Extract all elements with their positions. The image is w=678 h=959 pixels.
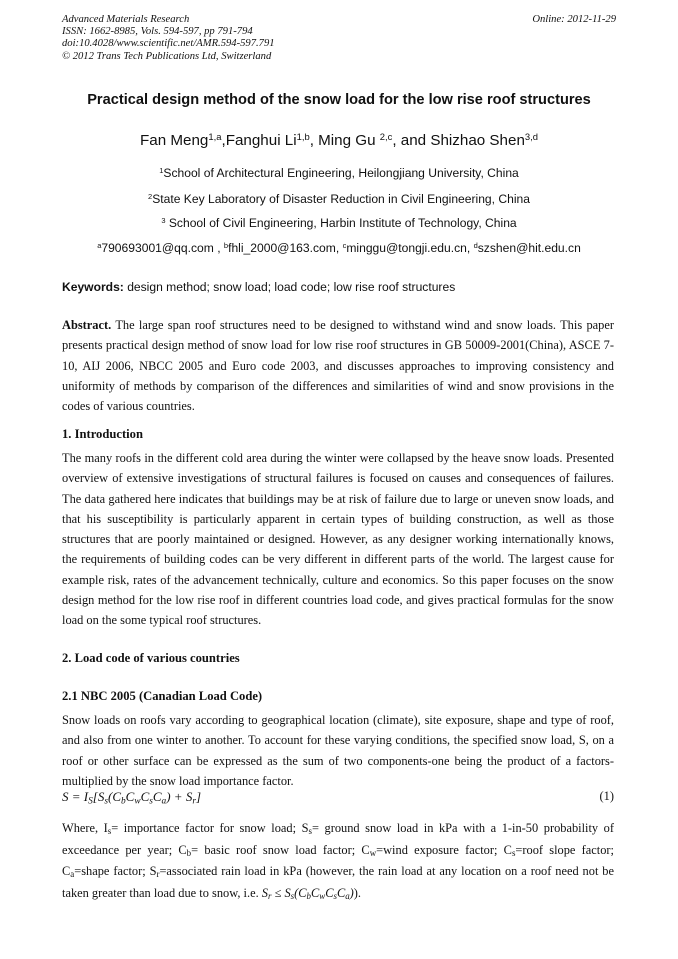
paper-title: Practical design method of the snow load for the low rise roof structures: [87, 92, 591, 108]
author-list: [0, 132, 678, 149]
where-sub: b: [186, 847, 192, 858]
where-paragraph: [62, 818, 614, 904]
equation-number: (1): [599, 789, 614, 803]
affiliation-sup: 2: [148, 191, 153, 201]
where-text: ).: [353, 885, 362, 900]
online-date: Online: 2012-11-29: [532, 14, 616, 25]
author-name: Fan Meng: [140, 132, 209, 149]
nbc-paragraph: Snow loads on roofs vary according to geographical location (climate), site exposure, shape and type of roof, and also from one winter to another. To account for these varying conditions, the specified snow load, S, on a roof or other surface can be expressed as the sum of two components-one being the product of a factors- multiplied by the snow load importance factor.: [62, 713, 614, 788]
keywords: [62, 280, 455, 294]
where-sub: s: [308, 826, 312, 837]
author-sup: 1,b: [296, 130, 310, 142]
abstract-label: Abstract.: [62, 318, 112, 332]
email-link[interactable]: fhli_2000@163.com,: [228, 241, 343, 255]
affiliation-text: School of Civil Engineering, Harbin Institute of Technology, China: [165, 216, 517, 230]
journal-name: Advanced Materials Research: [62, 14, 190, 25]
author-name: , and Shizhao Shen: [392, 132, 525, 149]
equation-1: [62, 789, 614, 805]
email-link[interactable]: minggu@tongji.edu.cn,: [346, 241, 474, 255]
affiliation: [0, 166, 678, 180]
email-link[interactable]: 790693001@qq.com ,: [101, 241, 224, 255]
affiliation: [0, 216, 678, 230]
where-sub: a: [70, 869, 75, 880]
where-sub: s: [107, 826, 112, 837]
where-text: = importance factor for snow load; S: [111, 821, 309, 835]
email-sup: c: [342, 240, 347, 250]
issn-line: ISSN: 1662-8985, Vols. 594-597, pp 791-794: [62, 26, 253, 38]
affiliation-sup: 3: [161, 215, 166, 225]
abstract-text: The large span roof structures need to be designed to withstand wind and snow loads. This paper presents practical design method of snow load for low rise roof structures in GB 50009-2001(China), ASCE 7-10, AIJ 2006, NBCC 2005 and Euro code 2003, and discusses approaches to improving consistency and uniformity of methods by comparison of the differences and similarities of wind and snow provisions in the codes of various countries.: [62, 318, 614, 414]
author-sup: 1,a: [208, 130, 222, 142]
journal-header: [62, 14, 616, 63]
email-link[interactable]: szshen@hit.edu.cn: [477, 241, 581, 255]
where-sub: w: [369, 847, 377, 858]
introduction-paragraph: The many roofs in the different cold area during the winter were collapsed by the heave snow loads. Presented overview of extensive investigations of structural failures is focused on causes and consequences of failures. The data gathered here indicates that buildings may be at risk of failure due to large or uneven snow loads, and that his susceptibility is particularly apparent in certain types of building construction, as well as those structures that are poorly maintained or designed. However, as any designer working internationally knows, the requirements of building codes can be very different in different parts of the world. The largest cause for example risk, rates of the advancement technically, culture and economics. So this paper focuses on the snow design method for the low rise roof in different countries load code, and gives practical formulas for the snow load on the some typical roof structures.: [62, 451, 614, 628]
author-sup: 2,c: [379, 130, 393, 142]
where-sub: s: [511, 847, 516, 858]
where-text: =wind exposure factor; C: [376, 842, 512, 857]
doi-line: doi:10.4028/www.scientific.net/AMR.594-597.791: [62, 38, 275, 50]
affiliation: [0, 192, 678, 206]
subsection-heading: 2.1 NBC 2005 (Canadian Load Code): [62, 689, 263, 703]
where-text: =associated rain load in kPa (however, the rain load at any location on a roof need not be taken greater than load due to snow, i.e.: [62, 864, 614, 900]
where-text: Where, I: [62, 821, 108, 835]
author-name: , Ming Gu: [309, 132, 380, 149]
affiliation-text: School of Architectural Engineering, Heilongjiang University, China: [163, 166, 519, 180]
affiliation-text: State Key Laboratory of Disaster Reduction in Civil Engineering, China: [152, 192, 530, 206]
author-sup: 3,d: [524, 130, 538, 142]
abstract: [62, 315, 614, 416]
affiliation-sup: 1: [159, 165, 164, 175]
keywords-text: design method; snow load; load code; low rise roof structures: [123, 280, 456, 294]
email-sup: a: [97, 240, 102, 250]
keywords-label: Keywords:: [62, 280, 124, 294]
equation-body: $S = I_S[S_s(C_bC_wC_sC_a) + S_r]$: [62, 789, 202, 807]
where-text: =shape factor; S: [74, 864, 157, 878]
email-sup: d: [473, 240, 478, 250]
author-name: ,Fanghui Li: [221, 132, 297, 149]
copyright-line: © 2012 Trans Tech Publications Ltd, Switzerland: [62, 50, 272, 62]
section-heading: 1. Introduction: [62, 427, 143, 441]
inline-inequality: $S_r \le S_s(C_bC_wC_sC_a)$: [261, 885, 354, 901]
where-sub: r: [156, 869, 160, 880]
where-text: = ground snow load in kPa with a 1-in-50 probability of exceedance per year; C: [62, 821, 614, 857]
where-text: = basic roof snow load factor; C: [191, 842, 370, 857]
email-sup: b: [223, 240, 229, 250]
where-text: =roof slope factor; C: [62, 842, 614, 878]
section-heading: 2. Load code of various countries: [62, 651, 240, 665]
email-list: [0, 241, 678, 255]
